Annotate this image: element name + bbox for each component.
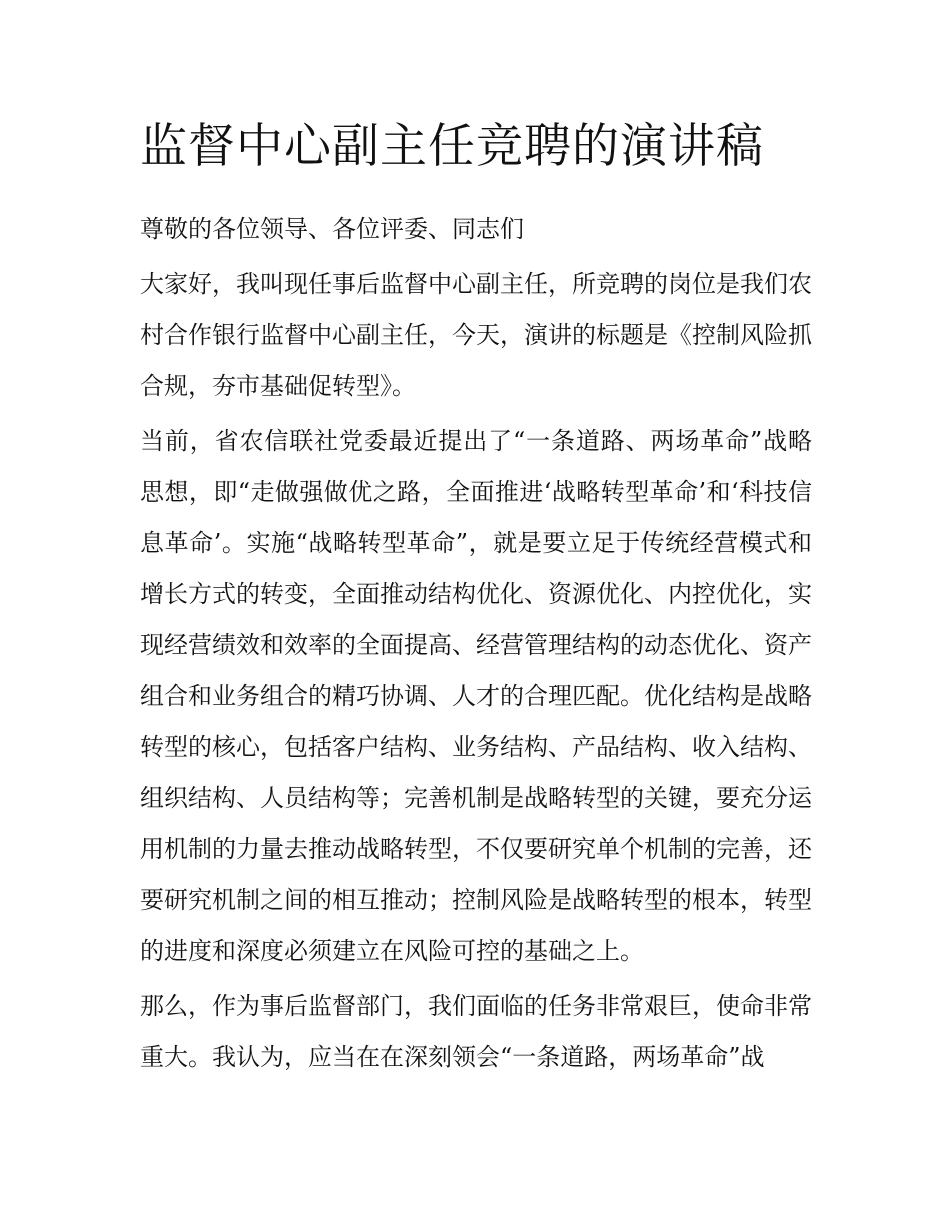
document-title: 监督中心副主任竞聘的演讲稿: [140, 119, 764, 174]
strategy-paragraph: 当前，省农信联社党委最近提出了“一条道路、两场革命”战略思想，即“走做强做优之路，全面推进‘战略转型革命’和‘科技信息革命’。实施“战略转型革命”，就是要立足于传统经营模式和增长方式的转变，全面推动结构优化、资源优化、内控优化，实现经营绩效和效率的全面提高、经营管理结构的动态优化、资产组合和业务组合的精巧协调、人才的合理匹配。优化结构是战略转型的核心，包括客户结构、业务结构、产品结构、收入结构、组织结构、人员结构等；完善机制是战略转型的关键，要充分运用机制的力量去推动战略转型，不仅要研究单个机制的完善，还要研究机制之间的相互推动；控制风险是战略转型的根本，转型的进度和深度必须建立在风险可控的基础之上。: [140, 427, 812, 965]
document-body: [140, 112, 812, 1087]
introduction-paragraph: 大家好，我叫现任事后监督中心副主任，所竞聘的岗位是我们农村合作银行监督中心副主任，今天，演讲的标题是《控制风险抓合规，夯市基础促转型》。: [140, 270, 812, 400]
task-paragraph: 那么，作为事后监督部门，我们面临的任务非常艰巨，使命非常重大。我认为，应当在在深刻领会“一条道路，两场革命”战: [140, 992, 812, 1071]
salutation-paragraph: 尊敬的各位领导、各位评委、同志们: [140, 215, 524, 243]
